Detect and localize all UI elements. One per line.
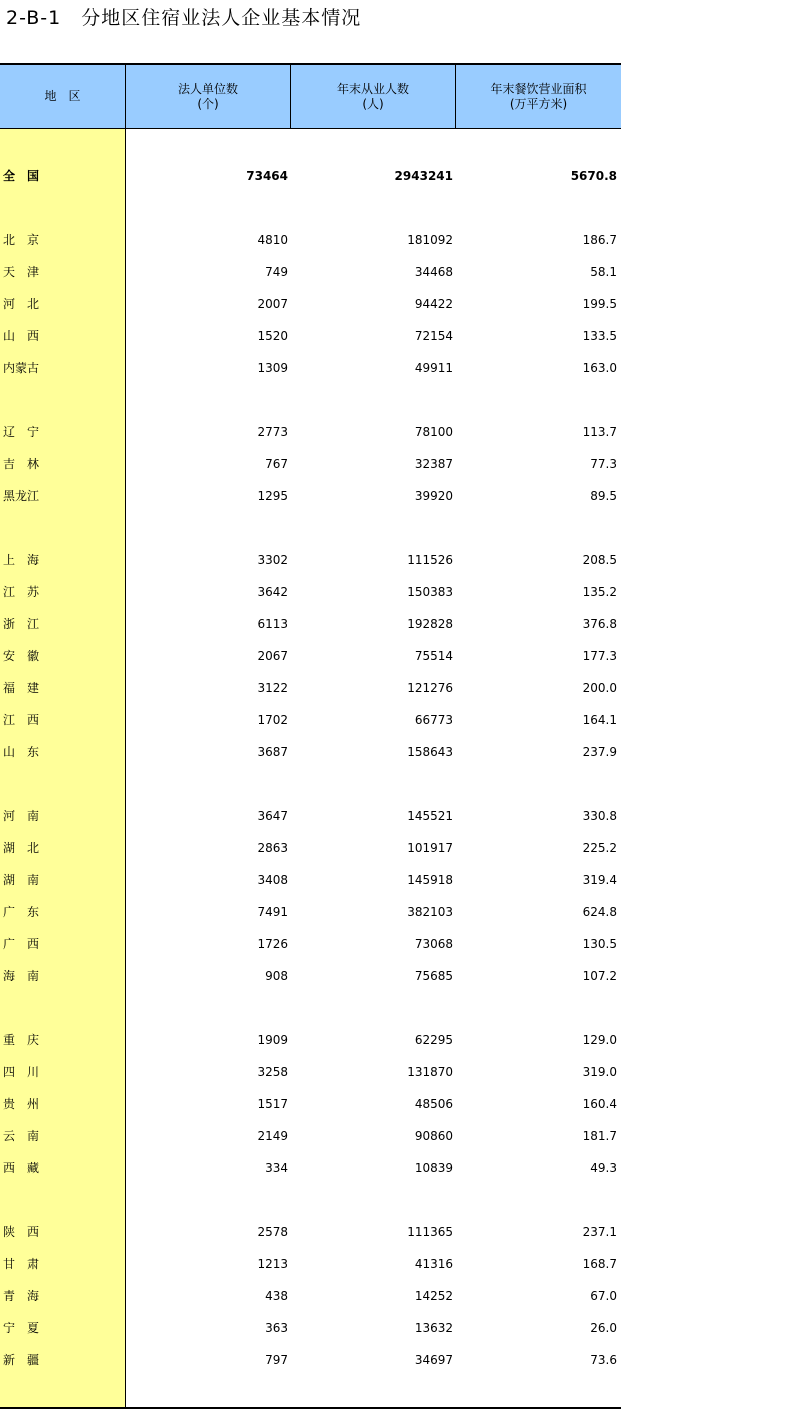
units-value: 1909	[257, 1033, 288, 1047]
units-value: 767	[265, 457, 288, 471]
employees-value: 78100	[414, 425, 453, 439]
units-value: 2007	[257, 297, 288, 311]
units-value: 1295	[257, 489, 288, 503]
area-value: 49.3	[590, 1161, 617, 1175]
area-value: 168.7	[582, 1257, 617, 1271]
employees-value: 39920	[414, 489, 453, 503]
table-row	[0, 742, 621, 762]
units-value: 2773	[257, 425, 288, 439]
employees-value: 14252	[414, 1289, 453, 1303]
area-value: 133.5	[582, 329, 617, 343]
header-employees-unit: (人)	[362, 96, 384, 111]
employees-value: 382103	[407, 905, 453, 919]
units-value: 363	[265, 1321, 288, 1335]
employees-value: 158643	[407, 745, 453, 759]
table-row	[0, 454, 621, 474]
area-value: 181.7	[582, 1129, 617, 1143]
employees-value: 75685	[414, 969, 453, 983]
units-value: 3642	[257, 585, 288, 599]
region-name: 湖 北	[3, 841, 40, 855]
units-value: 2149	[257, 1129, 288, 1143]
region-name: 黑龙江	[3, 489, 40, 503]
area-value: 135.2	[582, 585, 617, 599]
employees-value: 145918	[407, 873, 453, 887]
region-name: 陕 西	[3, 1225, 40, 1239]
table-row	[0, 1222, 621, 1242]
region-name: 广 西	[3, 937, 40, 951]
region-name: 福 建	[3, 681, 40, 695]
region-name: 北 京	[3, 233, 40, 247]
area-value: 164.1	[582, 713, 617, 727]
employees-value: 75514	[414, 649, 453, 663]
units-value: 2863	[257, 841, 288, 855]
header-units-label: 法人单位数	[177, 81, 238, 96]
region-name: 安 徽	[3, 649, 40, 663]
employees-value: 94422	[414, 297, 453, 311]
header-area-unit: (万平方米)	[509, 96, 568, 111]
region-name: 吉 林	[3, 457, 40, 471]
table-row	[0, 1350, 621, 1370]
region-name: 浙 江	[3, 617, 40, 631]
table-row	[0, 230, 621, 250]
table-row	[0, 678, 621, 698]
data-table	[0, 63, 621, 1409]
units-value: 1213	[257, 1257, 288, 1271]
units-value: 1517	[257, 1097, 288, 1111]
region-name: 贵 州	[3, 1097, 40, 1111]
area-value: 130.5	[582, 937, 617, 951]
region-name: 海 南	[3, 969, 40, 983]
table-row	[0, 486, 621, 506]
area-value: 319.4	[582, 873, 617, 887]
area-value: 225.2	[582, 841, 617, 855]
table-row	[0, 1062, 621, 1082]
employees-value: 2943241	[394, 169, 453, 183]
units-value: 3302	[257, 553, 288, 567]
units-value: 1309	[257, 361, 288, 375]
table-row	[0, 422, 621, 442]
area-value: 319.0	[582, 1065, 617, 1079]
employees-value: 90860	[414, 1129, 453, 1143]
employees-value: 66773	[414, 713, 453, 727]
employees-value: 73068	[414, 937, 453, 951]
units-value: 1520	[257, 329, 288, 343]
area-value: 237.9	[582, 745, 617, 759]
region-name: 云 南	[3, 1129, 40, 1143]
table-row	[0, 550, 621, 570]
area-value: 376.8	[582, 617, 617, 631]
header-region	[0, 65, 125, 128]
table-row	[0, 294, 621, 314]
region-column-background	[0, 129, 125, 1407]
employees-value: 101917	[407, 841, 453, 855]
units-value: 3687	[257, 745, 288, 759]
units-value: 1702	[257, 713, 288, 727]
units-value: 3408	[257, 873, 288, 887]
table-row	[0, 1158, 621, 1178]
region-column-rule	[125, 129, 126, 1407]
units-value: 334	[265, 1161, 288, 1175]
region-name: 新 疆	[3, 1353, 40, 1367]
area-value: 58.1	[590, 265, 617, 279]
employees-value: 121276	[407, 681, 453, 695]
employees-value: 34468	[414, 265, 453, 279]
units-value: 1726	[257, 937, 288, 951]
units-value: 3647	[257, 809, 288, 823]
area-value: 5670.8	[570, 169, 617, 183]
table-row	[0, 582, 621, 602]
table-row	[0, 1094, 621, 1114]
header-area-label: 年末餐饮营业面积	[490, 81, 587, 96]
region-name: 宁 夏	[3, 1321, 40, 1335]
region-name: 湖 南	[3, 873, 40, 887]
table-row	[0, 1254, 621, 1274]
units-value: 3122	[257, 681, 288, 695]
employees-value: 145521	[407, 809, 453, 823]
table-row	[0, 870, 621, 890]
units-value: 749	[265, 265, 288, 279]
units-value: 6113	[257, 617, 288, 631]
units-value: 2578	[257, 1225, 288, 1239]
header-units	[126, 65, 290, 128]
units-value: 2067	[257, 649, 288, 663]
units-value: 4810	[257, 233, 288, 247]
area-value: 67.0	[590, 1289, 617, 1303]
employees-value: 150383	[407, 585, 453, 599]
employees-value: 72154	[414, 329, 453, 343]
region-name: 内蒙古	[3, 361, 40, 375]
units-value: 797	[265, 1353, 288, 1367]
region-name: 四 川	[3, 1065, 40, 1079]
table-row	[0, 806, 621, 826]
employees-value: 181092	[407, 233, 453, 247]
employees-value: 13632	[414, 1321, 453, 1335]
area-value: 624.8	[582, 905, 617, 919]
region-name: 西 藏	[3, 1161, 40, 1175]
region-name: 江 苏	[3, 585, 40, 599]
table-row	[0, 358, 621, 378]
table-row	[0, 1030, 621, 1050]
units-value: 438	[265, 1289, 288, 1303]
units-value: 908	[265, 969, 288, 983]
units-value: 3258	[257, 1065, 288, 1079]
table-row	[0, 1126, 621, 1146]
table-row	[0, 1286, 621, 1306]
header-employees	[291, 65, 455, 128]
region-name: 河 南	[3, 809, 40, 823]
region-name: 山 西	[3, 329, 40, 343]
area-value: 160.4	[582, 1097, 617, 1111]
table-row	[0, 966, 621, 986]
region-name: 上 海	[3, 553, 40, 567]
area-value: 200.0	[582, 681, 617, 695]
region-name: 全 国	[3, 169, 40, 183]
table-row	[0, 614, 621, 634]
header-units-unit: (个)	[197, 96, 219, 111]
employees-value: 111526	[407, 553, 453, 567]
table-row	[0, 646, 621, 666]
region-name: 天 津	[3, 265, 40, 279]
page-title: 2-B-1 分地区住宿业法人企业基本情况	[6, 7, 362, 29]
employees-value: 48506	[414, 1097, 453, 1111]
area-value: 129.0	[582, 1033, 617, 1047]
employees-value: 10839	[414, 1161, 453, 1175]
employees-value: 49911	[414, 361, 453, 375]
employees-value: 62295	[414, 1033, 453, 1047]
region-name: 青 海	[3, 1289, 40, 1303]
table-row	[0, 934, 621, 954]
area-value: 237.1	[582, 1225, 617, 1239]
area-value: 177.3	[582, 649, 617, 663]
region-name: 河 北	[3, 297, 40, 311]
table-row	[0, 902, 621, 922]
employees-value: 41316	[414, 1257, 453, 1271]
region-name: 辽 宁	[3, 425, 40, 439]
area-value: 89.5	[590, 489, 617, 503]
header-employees-label: 年末从业人数	[336, 81, 409, 96]
region-name: 江 西	[3, 713, 40, 727]
table-row	[0, 838, 621, 858]
table-row	[0, 262, 621, 282]
header-area	[456, 65, 621, 128]
area-value: 199.5	[582, 297, 617, 311]
area-value: 77.3	[590, 457, 617, 471]
area-value: 113.7	[582, 425, 617, 439]
header-region-label: 地 区	[44, 89, 81, 103]
region-name: 广 东	[3, 905, 40, 919]
units-value: 73464	[246, 169, 288, 183]
area-value: 73.6	[590, 1353, 617, 1367]
area-value: 163.0	[582, 361, 617, 375]
table-row	[0, 1318, 621, 1338]
area-value: 186.7	[582, 233, 617, 247]
region-name: 重 庆	[3, 1033, 40, 1047]
area-value: 107.2	[582, 969, 617, 983]
table-row	[0, 326, 621, 346]
employees-value: 34697	[414, 1353, 453, 1367]
area-value: 208.5	[582, 553, 617, 567]
region-name: 甘 肃	[3, 1257, 40, 1271]
employees-value: 32387	[414, 457, 453, 471]
region-name: 山 东	[3, 745, 40, 759]
table-row	[0, 710, 621, 730]
table-row	[0, 166, 621, 186]
area-value: 330.8	[582, 809, 617, 823]
area-value: 26.0	[590, 1321, 617, 1335]
employees-value: 192828	[407, 617, 453, 631]
employees-value: 111365	[407, 1225, 453, 1239]
units-value: 7491	[257, 905, 288, 919]
employees-value: 131870	[407, 1065, 453, 1079]
